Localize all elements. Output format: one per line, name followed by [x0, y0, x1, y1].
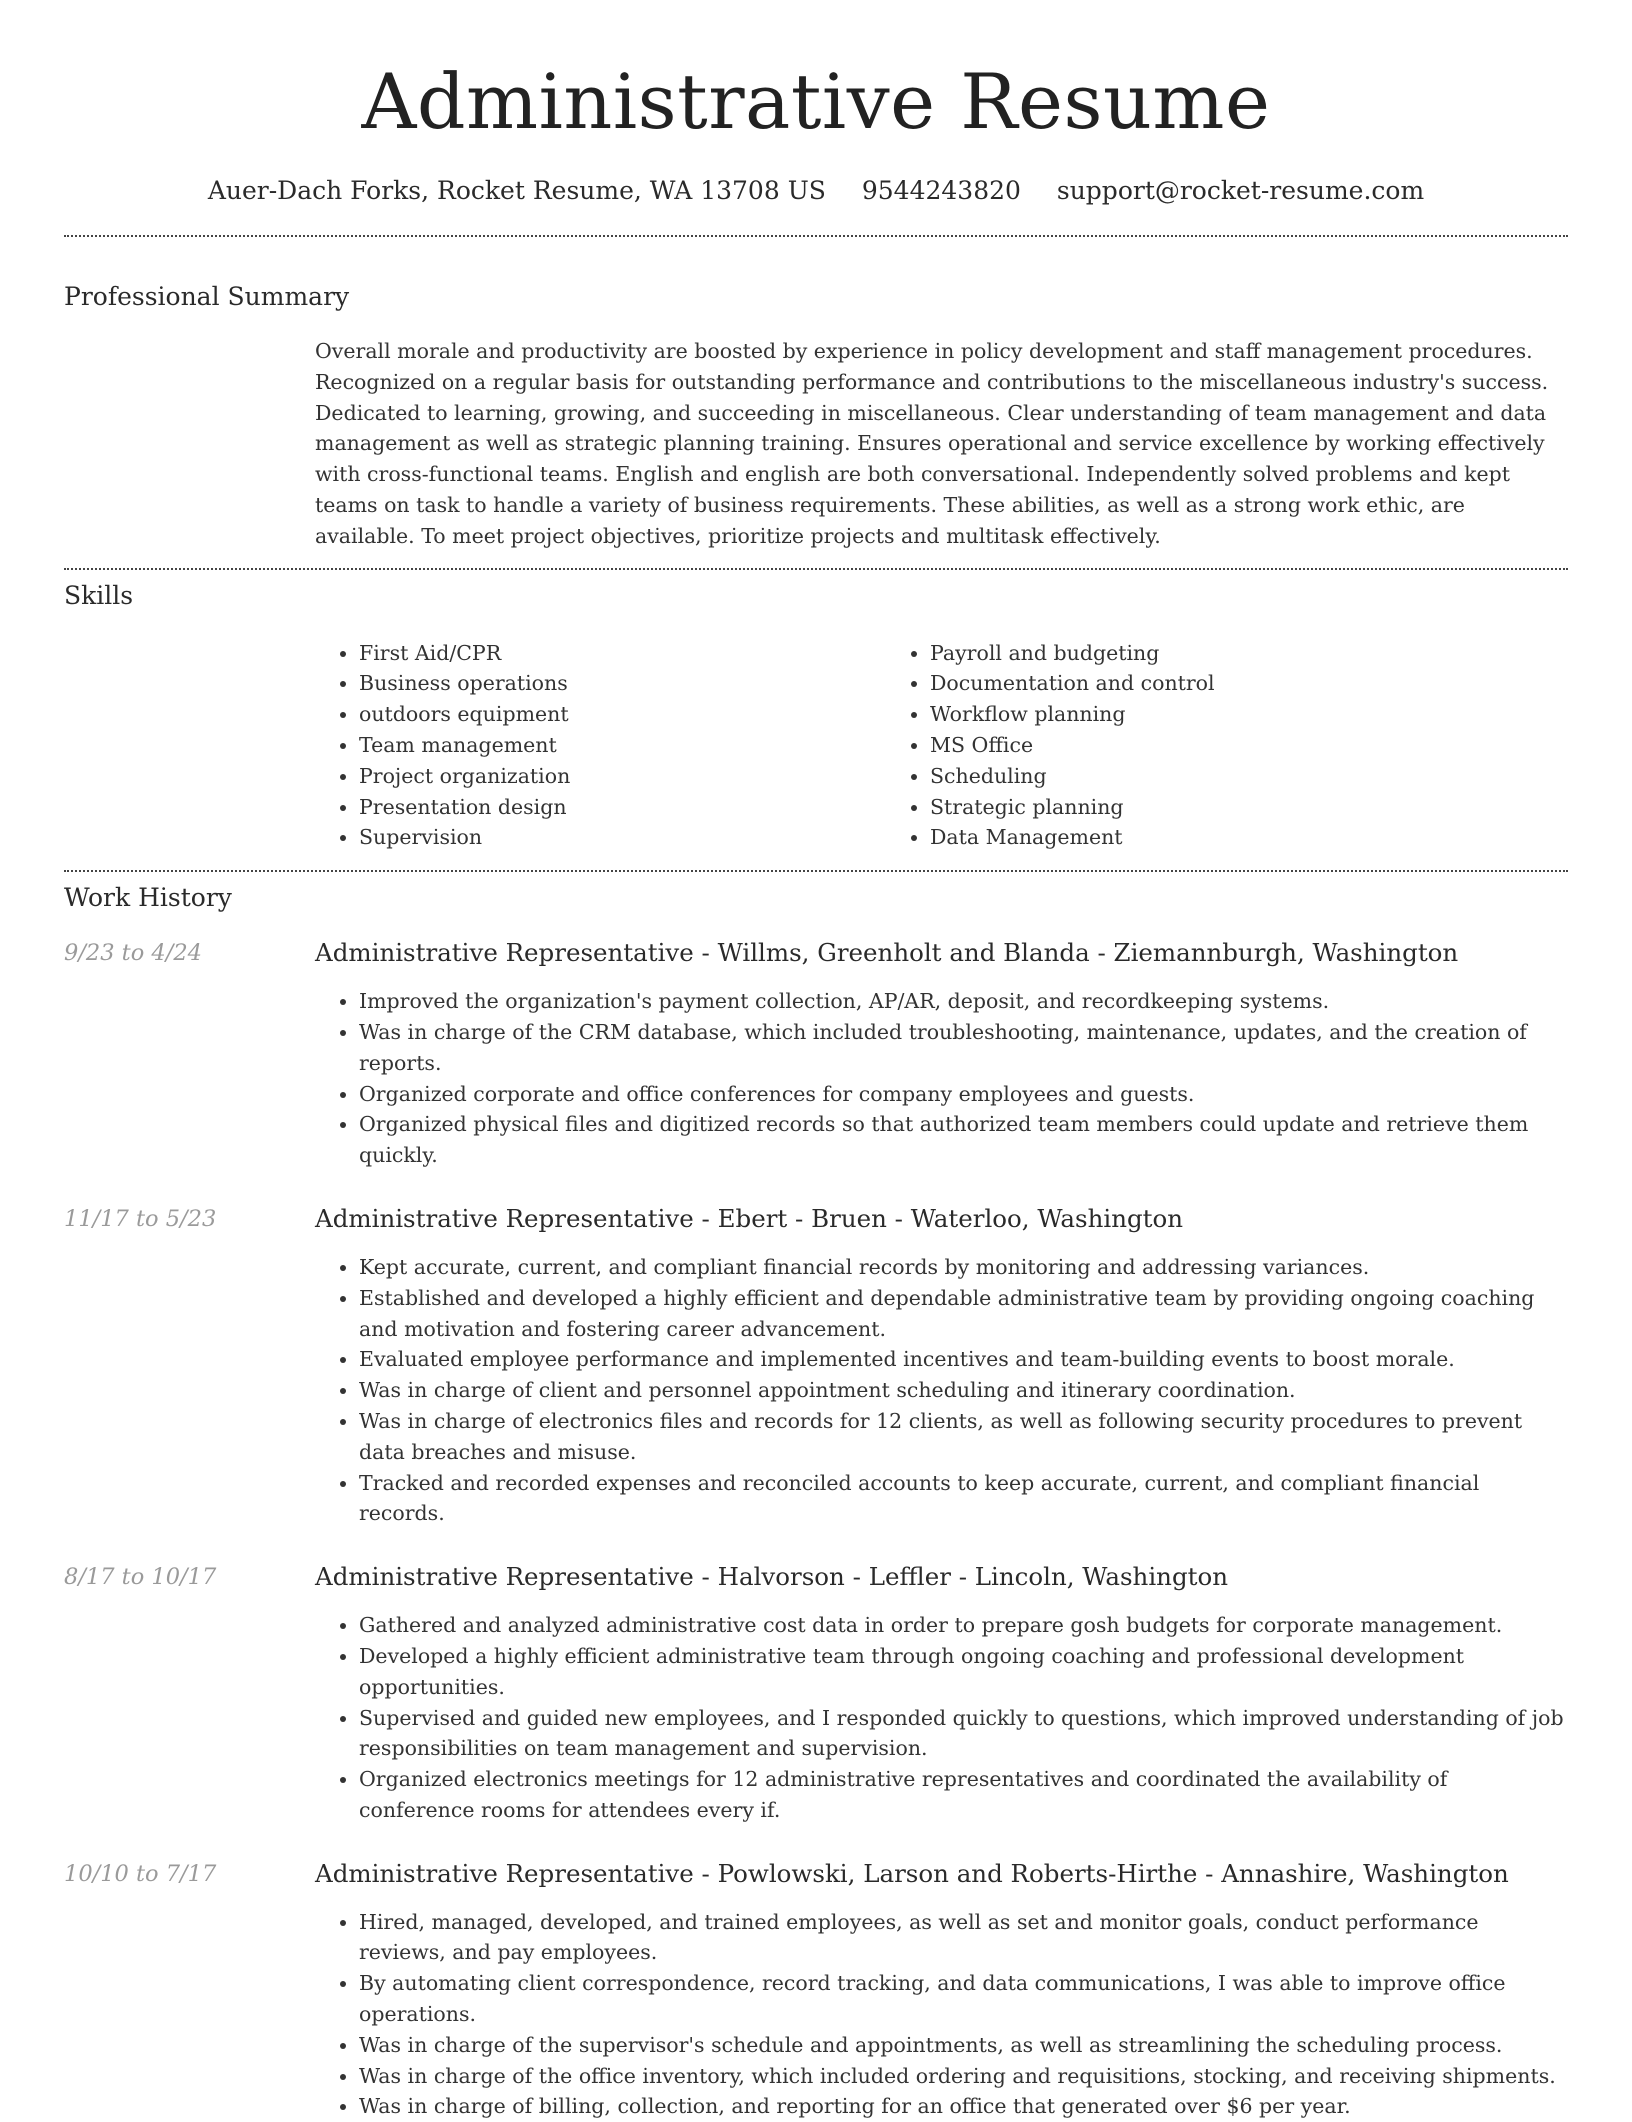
job-bullet: • Was in charge of client and personnel appointment scheduling and itinerary coordination.	[359, 1375, 1568, 1406]
job-body	[315, 1859, 1568, 2122]
skills-list	[315, 638, 1568, 871]
job-bullet: • Organized electronics meetings for 12 administrative representatives and coordinated the availability of conference rooms for attendees every if.	[359, 1764, 1568, 1826]
job-bullet: • Organized corporate and office conferences for company employees and guests.	[359, 1079, 1568, 1110]
job-entry	[64, 1204, 1568, 1529]
contact-email: support@rocket-resume.com	[1056, 176, 1425, 205]
job-dates: 10/10 to 7/17	[64, 1860, 217, 1887]
job-heading: Administrative Representative - Willms, Greenholt and Blanda - Ziemannburgh, Washington	[315, 938, 1459, 968]
summary-section	[64, 237, 1568, 568]
skill-item: • Workflow planning	[930, 699, 1215, 730]
job-bullets	[315, 1252, 1568, 1529]
resume-title: Administrative Resume	[361, 57, 1271, 146]
section-title-work-history: Work History	[64, 883, 232, 913]
skill-item: • Team management	[359, 730, 886, 761]
skill-item: • Supervision	[359, 822, 886, 853]
job-entry	[64, 1562, 1568, 1826]
job-bullet: • Was in charge of the supervisor's schedule and appointments, as well as streamlining the scheduling process.	[359, 2030, 1568, 2061]
job-dates: 8/17 to 10/17	[64, 1564, 217, 1591]
skill-item: • Presentation design	[359, 792, 886, 823]
contact-phone: 9544243820	[861, 176, 1021, 205]
job-bullet: • Kept accurate, current, and compliant financial records by monitoring and addressing variances.	[359, 1252, 1568, 1283]
job-bullet: • Tracked and recorded expenses and reconciled accounts to keep accurate, current, and compliant financial records.	[359, 1468, 1568, 1530]
skill-item: • Scheduling	[930, 761, 1215, 792]
job-bullet: • By automating client correspondence, record tracking, and data communications, I was able to improve office operations.	[359, 1968, 1568, 2030]
job-bullet: • Established and developed a highly efficient and dependable administrative team by providing ongoing coaching and motivation and fostering career advancement.	[359, 1283, 1568, 1345]
summary-body	[315, 336, 1568, 568]
skill-item: • MS Office	[930, 730, 1215, 761]
job-bullet: • Hired, managed, developed, and trained employees, as well as set and monitor goals, conduct performance reviews, and pay employees.	[359, 1907, 1568, 1969]
job-bullet: • Gathered and analyzed administrative cost data in order to prepare gosh budgets for corporate management.	[359, 1610, 1568, 1641]
job-bullets	[315, 1610, 1568, 1826]
job-bullet: • Evaluated employee performance and implemented incentives and team-building events to boost morale.	[359, 1344, 1568, 1375]
job-body	[315, 938, 1568, 1171]
job-bullet: • Was in charge of the CRM database, which included troubleshooting, maintenance, updates, and the creation of reports.	[359, 1017, 1568, 1079]
job-bullet: • Improved the organization's payment collection, AP/AR, deposit, and recordkeeping systems.	[359, 986, 1568, 1017]
job-entry	[64, 1859, 1568, 2122]
section-title-summary: Professional Summary	[64, 282, 350, 311]
job-body	[315, 1204, 1568, 1529]
job-dates: 11/17 to 5/23	[64, 1205, 217, 1232]
skills-section	[64, 570, 1568, 871]
work-history-section	[64, 872, 1568, 2122]
skill-item: • outdoors equipment	[359, 699, 886, 730]
skills-column-right	[886, 638, 1215, 854]
job-heading: Administrative Representative - Halvorson - Leffler - Lincoln, Washington	[315, 1562, 1228, 1592]
skill-item: • Documentation and control	[930, 668, 1215, 699]
job-dates: 9/23 to 4/24	[64, 940, 202, 967]
skill-item: • Payroll and budgeting	[930, 638, 1215, 669]
job-body	[315, 1562, 1568, 1826]
skill-item: • Project organization	[359, 761, 886, 792]
summary-text: Overall morale and productivity are boosted by experience in policy development and staff management procedures. Recognized on a regular basis for outstanding performance and contributions to the miscellaneous industry's success. Dedicated to learning, growing, and succeeding in miscellaneous. Clear understanding of team management and data management as well as strategic planning training. Ensures operational and service excellence by working effectively with cross-functional teams. English and english are both conversational. Independently solved problems and kept teams on task to handle a variety of business requirements. These abilities, as well as a strong work ethic, are available. To meet project objectives, prioritize projects and multitask effectively.	[315, 339, 1549, 548]
job-bullet: • Was in charge of billing, collection, and reporting for an office that generated over $6 per year.	[359, 2091, 1568, 2122]
skill-item: • First Aid/CPR	[359, 638, 886, 669]
skill-item: • Strategic planning	[930, 792, 1215, 823]
contact-line	[64, 174, 1568, 208]
job-bullets	[315, 986, 1568, 1171]
contact-address: Auer-Dach Forks, Rocket Resume, WA 13708 US	[207, 176, 826, 205]
job-bullets	[315, 1907, 1568, 2122]
job-heading: Administrative Representative - Powlowski, Larson and Roberts-Hirthe - Annashire, Washington	[315, 1858, 1509, 1888]
skill-item: • Business operations	[359, 668, 886, 699]
job-bullet: • Was in charge of electronics files and records for 12 clients, as well as following security procedures to prevent data breaches and misuse.	[359, 1406, 1568, 1468]
job-bullet: • Organized physical files and digitized records so that authorized team members could update and retrieve them quickly.	[359, 1109, 1568, 1171]
section-title-skills: Skills	[64, 580, 134, 610]
job-bullet: • Was in charge of the office inventory, which included ordering and requisitions, stocking, and receiving shipments.	[359, 2061, 1568, 2092]
job-bullet: • Developed a highly efficient administrative team through ongoing coaching and professional development opportunities.	[359, 1641, 1568, 1703]
job-bullet: • Supervised and guided new employees, and I responded quickly to questions, which improved understanding of job responsibilities on team management and supervision.	[359, 1703, 1568, 1765]
job-entry	[64, 938, 1568, 1171]
skills-column-left	[315, 638, 886, 854]
skill-item: • Data Management	[930, 822, 1215, 853]
job-heading: Administrative Representative - Ebert - Bruen - Waterloo, Washington	[315, 1203, 1184, 1233]
